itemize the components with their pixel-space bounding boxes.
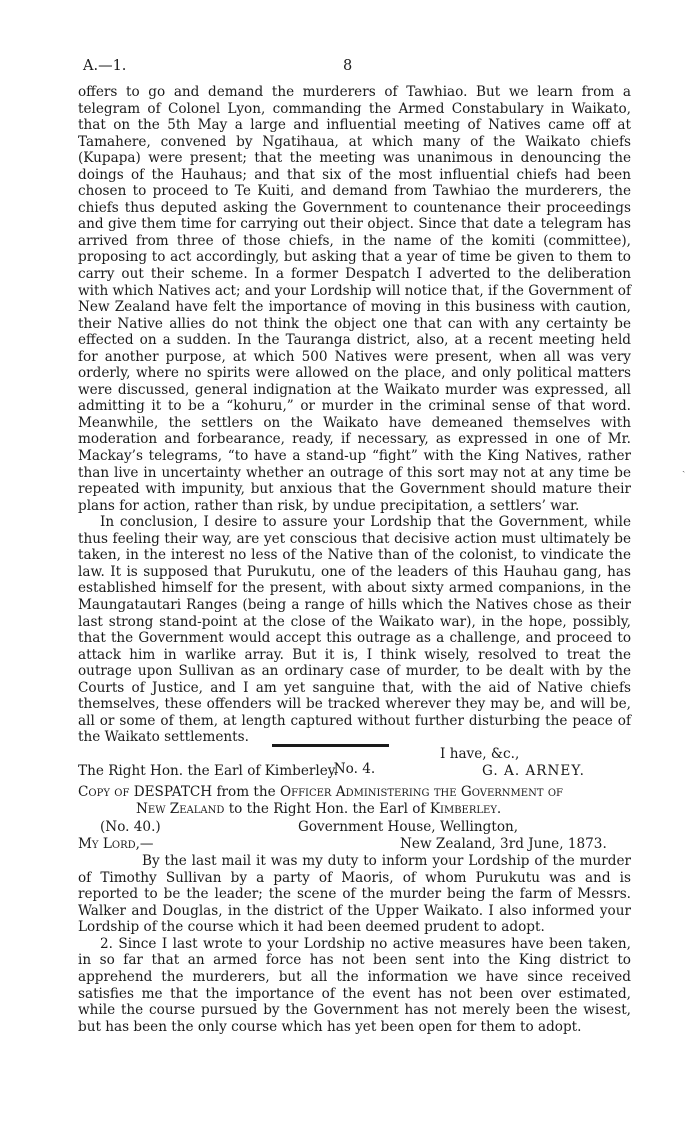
closing-formula: I have, &c., <box>440 745 520 762</box>
addressee: The Right Hon. the Earl of Kimberley. <box>78 762 338 779</box>
despatch-title <box>78 784 631 817</box>
title-copy-of: Copy of <box>78 784 130 800</box>
title-despatch: DESPATCH <box>133 784 213 800</box>
body-paragraph: offers to go and demand the murderers of Tawhiao. But we learn from a telegram of Colonel Lyon, commanding the Armed Constabulary in Waikato, that on the 5th May a large and influential meeting of Natives came off at Tamahere, convened by Ngatihaua, at which many of the Waikato chiefs (Kupapa) were present; that the meeting was unanimous in denouncing the doings of the Hauhaus; and that six of the most influential chiefs had been chosen to proceed to Te Kuiti, and demand from Tawhiao the murderers, the chiefs thus deputed asking the Government to countenance their proceedings and give them time for carrying out their object. Since that date a telegram has arrived from three of those chiefs, in the name of the komiti (committee), proposing to act accordingly, but asking that a year of time be given to them to carry out their scheme. In a former Despatch I adverted to the deliberation with which Natives act; and your Lordship will notice that, if the Government of New Zealand have felt the importance of moving in this business with caution, their Native allies do not think the object one that can with any certainty be effected on a sudden. In the Tauranga district, also, at a recent meeting held for another purpose, at which 500 Natives were present, when all was very orderly, where no spirits were allowed on the place, and only political matters were discussed, general indignation at the Waikato murder was expressed, all admitting it to be a “kohuru,” or murder in the criminal sense of that word. Meanwhile, the settlers on the Waikato have demeaned themselves with moderation and forbearance, ready, if necessary, as expressed in one of Mr. Mackay’s telegrams, “to have a stand-up “fight” with the King Natives, rather than live in uncertainty whether an outrage of this sort may not at any time be repeated with impunity, but anxious that the Government should mature their plans for action, rather than risk, by undue precipitation, a settlers’ war. <box>78 84 631 514</box>
signature: G. A. ARNEY. <box>482 762 585 779</box>
title-kimberley: Kimberley. <box>429 800 502 817</box>
salutation: My Lord,— <box>78 836 154 853</box>
despatch-meta <box>78 819 631 853</box>
page-header <box>83 58 631 78</box>
despatch-ref-number: (No. 40.) <box>100 819 161 836</box>
despatch-paragraph: 2. Since I last wrote to your Lordship no active measures have been taken, in so far that an armed force has not been sent into the King district to apprehend the murderers, but all the information we have since received satisfies me that the importance of the event has not been over estimated, while the course pursued by the Government has not merely been the wisest, but has been the only course which has yet been open for them to adopt. <box>78 935 631 1035</box>
despatch-3-body <box>78 84 631 780</box>
despatch-number: No. 4. <box>333 761 376 777</box>
despatch-paragraph: By the last mail it was my duty to inform your Lordship of the murder of Timothy Sullivan by a party of Maoris, of whom Purukutu was and is reported to be the leader; the scene of the murder being the farm of Messrs. Walker and Douglas, in the district of the Upper Waikato. I also informed your Lordship of the course which it had been deemed prudent to adopt. <box>78 853 631 936</box>
body-paragraph: In conclusion, I desire to assure your Lordship that the Government, while thus feeling their way, are yet conscious that decisive action must ultimately be taken, in the interest no less of the Native than of the colonist, to vindicate the law. It is supposed that Purukutu, one of the leaders of this Hauhau gang, has established himself for the present, with about sixty armed companions, in the Maungatautari Ranges (being a range of hills which the Natives chose as their last strong stand-point at the close of the Waikato war), in the hope, possibly, that the Government would accept this outrage as a challenge, and proceed to attack him in warlike array. But it is, I think wisely, resolved to treat the outrage upon Sullivan as an ordinary case of murder, to be dealt with by the Courts of Justice, and I am yet sanguine that, with the aid of Native chiefs themselves, these offenders will be tracked wherever they may be, and will be, all or some of them, at length captured without further disturbing the peace of the Waikato settlements. <box>78 514 631 746</box>
document-reference: A.—1. <box>83 58 127 74</box>
title-from-the: from the <box>216 784 276 800</box>
page-number: 8 <box>343 58 353 74</box>
despatch-4 <box>78 760 631 1035</box>
title-new-zealand: New Zealand <box>136 800 225 817</box>
title-officer: Officer Administering the Government of <box>280 784 563 800</box>
despatch-date: New Zealand, 3rd June, 1873. <box>400 836 607 853</box>
margin-mark: ˏ <box>682 462 686 473</box>
title-to-the-earl: to the Right Hon. the Earl of <box>228 800 426 817</box>
section-divider <box>272 744 389 747</box>
despatch-place: Government House, Wellington, <box>298 819 519 836</box>
